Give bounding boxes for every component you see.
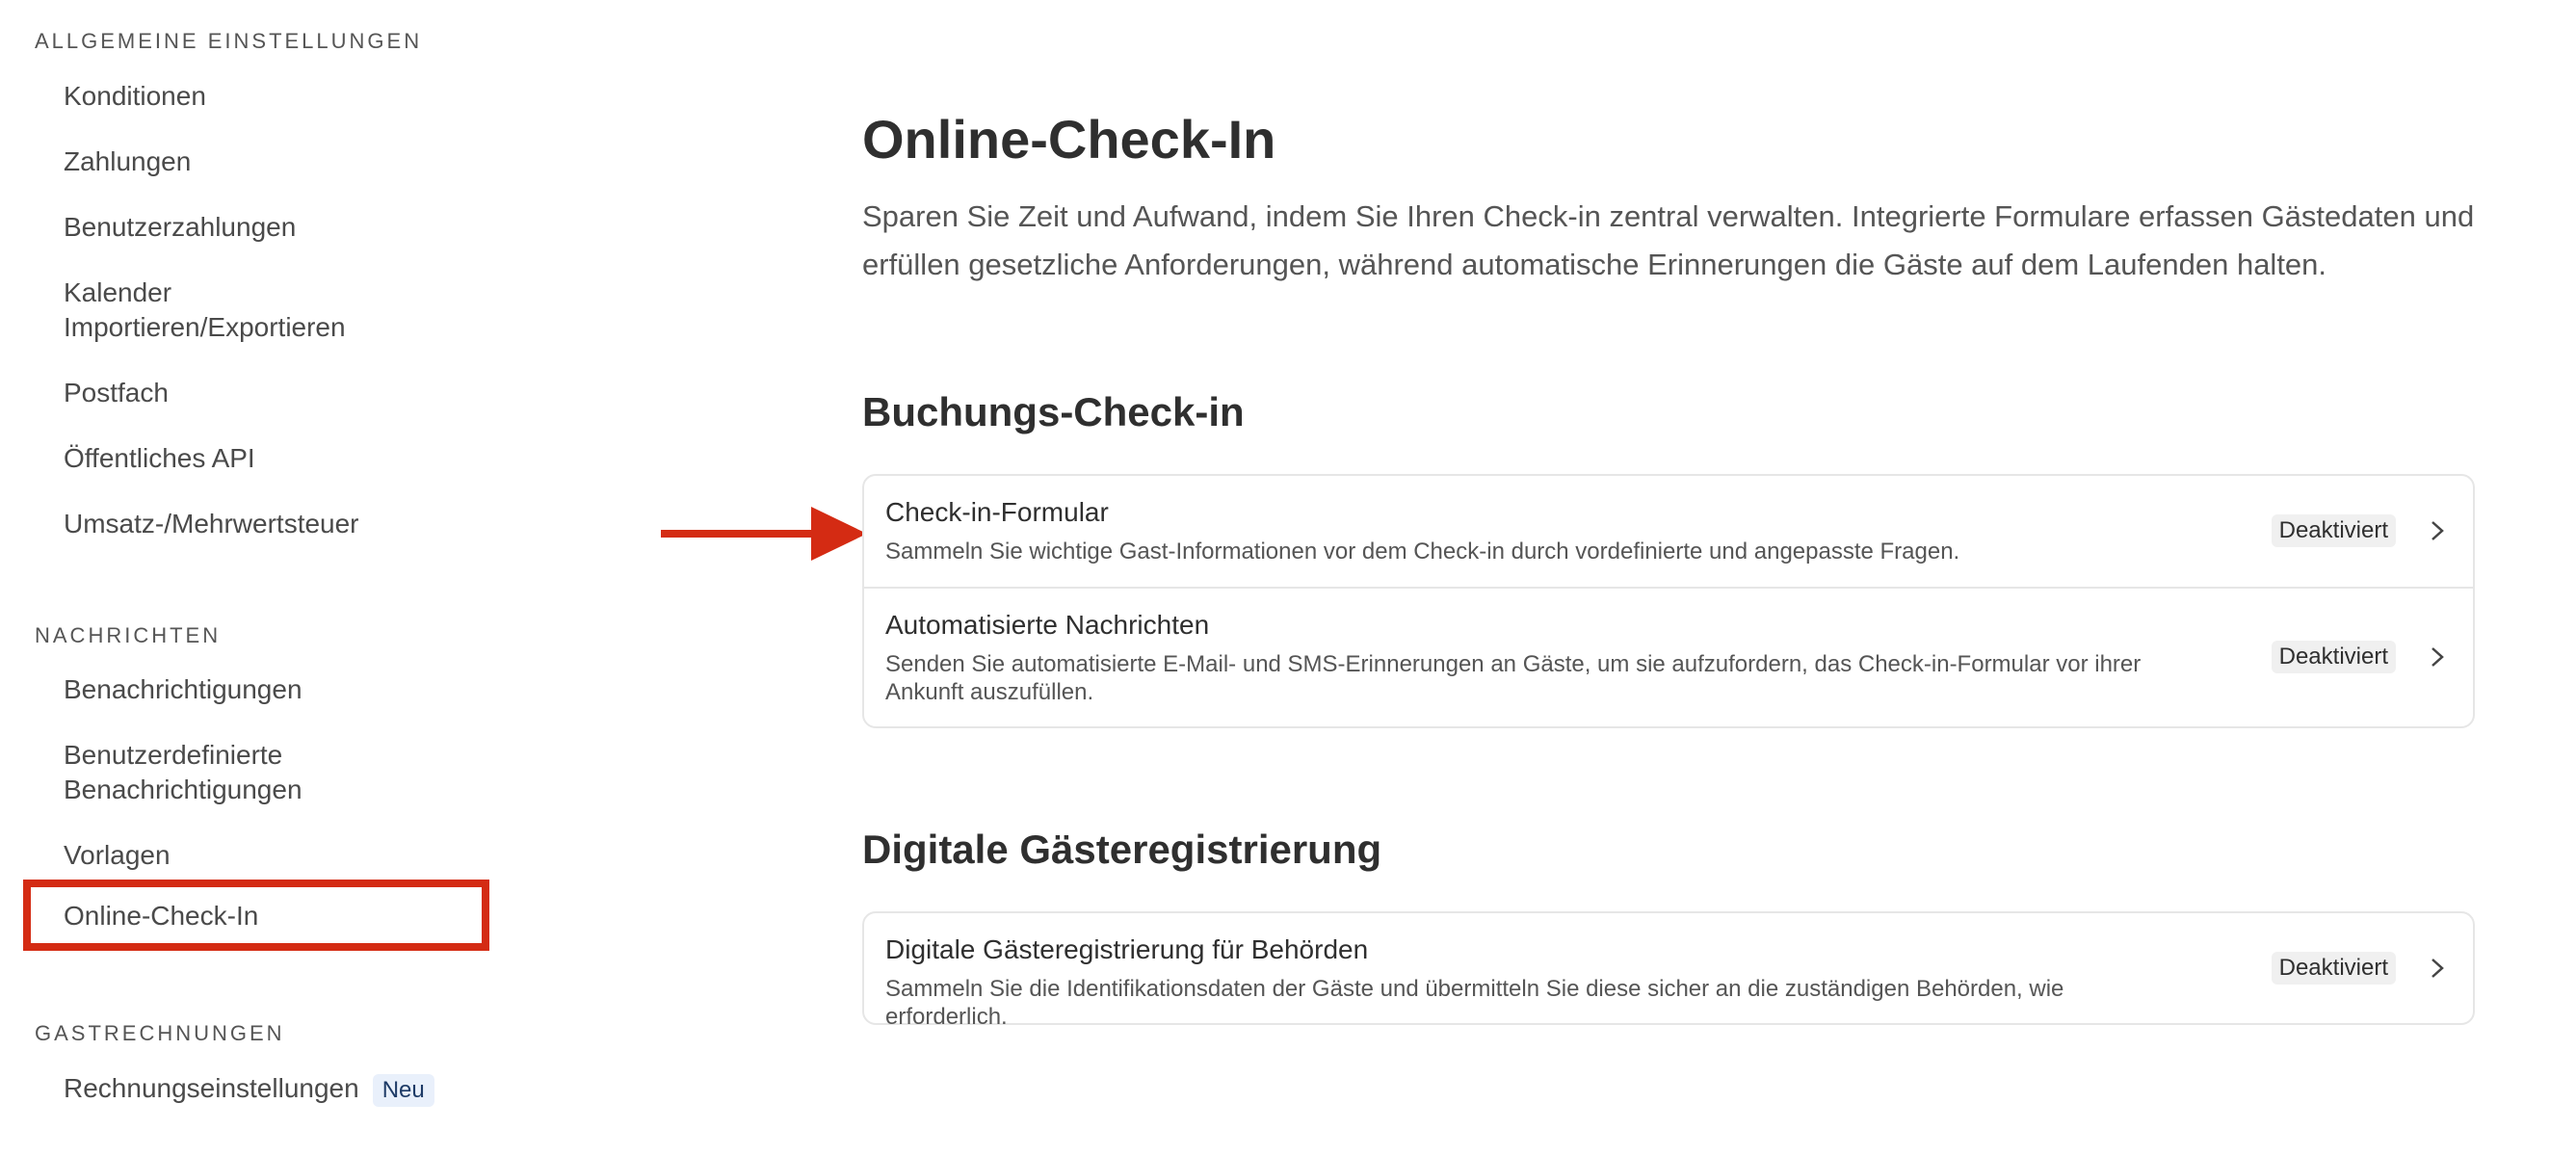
- chevron-right-icon: [2427, 958, 2448, 979]
- row-description: Senden Sie automatisierte E-Mail- und SMS-Erinnerungen an Gäste, um sie aufzufordern, das Check-in-Formular vor ihrer Ankunft auszufüllen.: [885, 651, 2142, 705]
- sidebar-item-konditionen[interactable]: Konditionen: [64, 81, 206, 111]
- page-description: Sparen Sie Zeit und Aufwand, indem Sie Ihren Check-in zentral verwalten. Integrierte Formulare erfassen Gästedaten und erfüllen gesetzliche Anforderungen, während automatische Erinnerungen die Gäste auf dem Laufenden halten.: [862, 199, 2475, 281]
- sidebar-item-benachrichtigungen[interactable]: Benachrichtigungen: [64, 674, 302, 704]
- sidebar-item-public-api[interactable]: Öffentliches API: [64, 443, 255, 473]
- sidebar-item-kalender[interactable]: Kalender Importieren/Exportieren: [64, 277, 346, 342]
- status-badge: Deaktiviert: [2272, 641, 2396, 673]
- sidebar-item-benutzerzahlungen[interactable]: Benutzerzahlungen: [64, 212, 297, 242]
- settings-sidebar: [0, 0, 539, 1156]
- settings-card-buchungs-check-in: [862, 474, 2475, 728]
- chevron-right-icon: [2427, 646, 2448, 668]
- sidebar-section-messages: NACHRICHTEN: [35, 623, 222, 647]
- sidebar-item-postfach[interactable]: Postfach: [64, 378, 169, 407]
- sidebar-item-label: Rechnungseinstellungen: [64, 1073, 359, 1103]
- row-description: Sammeln Sie die Identifikationsdaten der Gäste und übermitteln Sie diese sicher an die zuständigen Behörden, wie erforderlich.: [885, 976, 2064, 1030]
- sidebar-item-online-check-in[interactable]: [23, 880, 489, 951]
- row-title: Automatisierte Nachrichten: [885, 610, 1210, 640]
- sidebar-item-rechnungseinstellungen[interactable]: [64, 1071, 487, 1107]
- status-badge: Deaktiviert: [2272, 514, 2396, 547]
- section-title-digitale-gaesteregistrierung: Digitale Gästeregistrierung: [862, 827, 1382, 872]
- sidebar-item-vorlagen[interactable]: Vorlagen: [64, 840, 171, 870]
- sidebar-section-invoices: GASTRECHNUNGEN: [35, 1021, 285, 1045]
- row-automated-messages[interactable]: [864, 589, 2473, 726]
- chevron-right-icon: [2427, 520, 2448, 541]
- section-title-buchungs-check-in: Buchungs-Check-in: [862, 389, 1245, 434]
- status-badge: Deaktiviert: [2272, 952, 2396, 985]
- sidebar-item-umsatzsteuer[interactable]: Umsatz-/Mehrwertsteuer: [64, 509, 359, 539]
- row-title: Check-in-Formular: [885, 497, 1109, 527]
- arrow-right-icon: [661, 507, 867, 561]
- page-title: Online-Check-In: [862, 109, 1276, 170]
- row-title: Digitale Gästeregistrierung für Behörden: [885, 934, 1369, 964]
- sidebar-item-zahlungen[interactable]: Zahlungen: [64, 146, 192, 176]
- sidebar-item-label: Online-Check-In: [64, 901, 259, 931]
- settings-card-digitale-gaesteregistrierung: [862, 911, 2475, 1030]
- row-guest-registration-authorities[interactable]: [864, 913, 2473, 1030]
- sidebar-section-general: ALLGEMEINE EINSTELLUNGEN: [35, 29, 423, 53]
- new-badge: Neu: [373, 1074, 434, 1107]
- sidebar-item-custom-notifications[interactable]: Benutzerdefinierte Benachrichtigungen: [64, 740, 302, 804]
- row-description: Sammeln Sie wichtige Gast-Informationen vor dem Check-in durch vordefinierte und angepasste Fragen.: [885, 539, 1960, 565]
- row-check-in-form[interactable]: [864, 476, 2473, 589]
